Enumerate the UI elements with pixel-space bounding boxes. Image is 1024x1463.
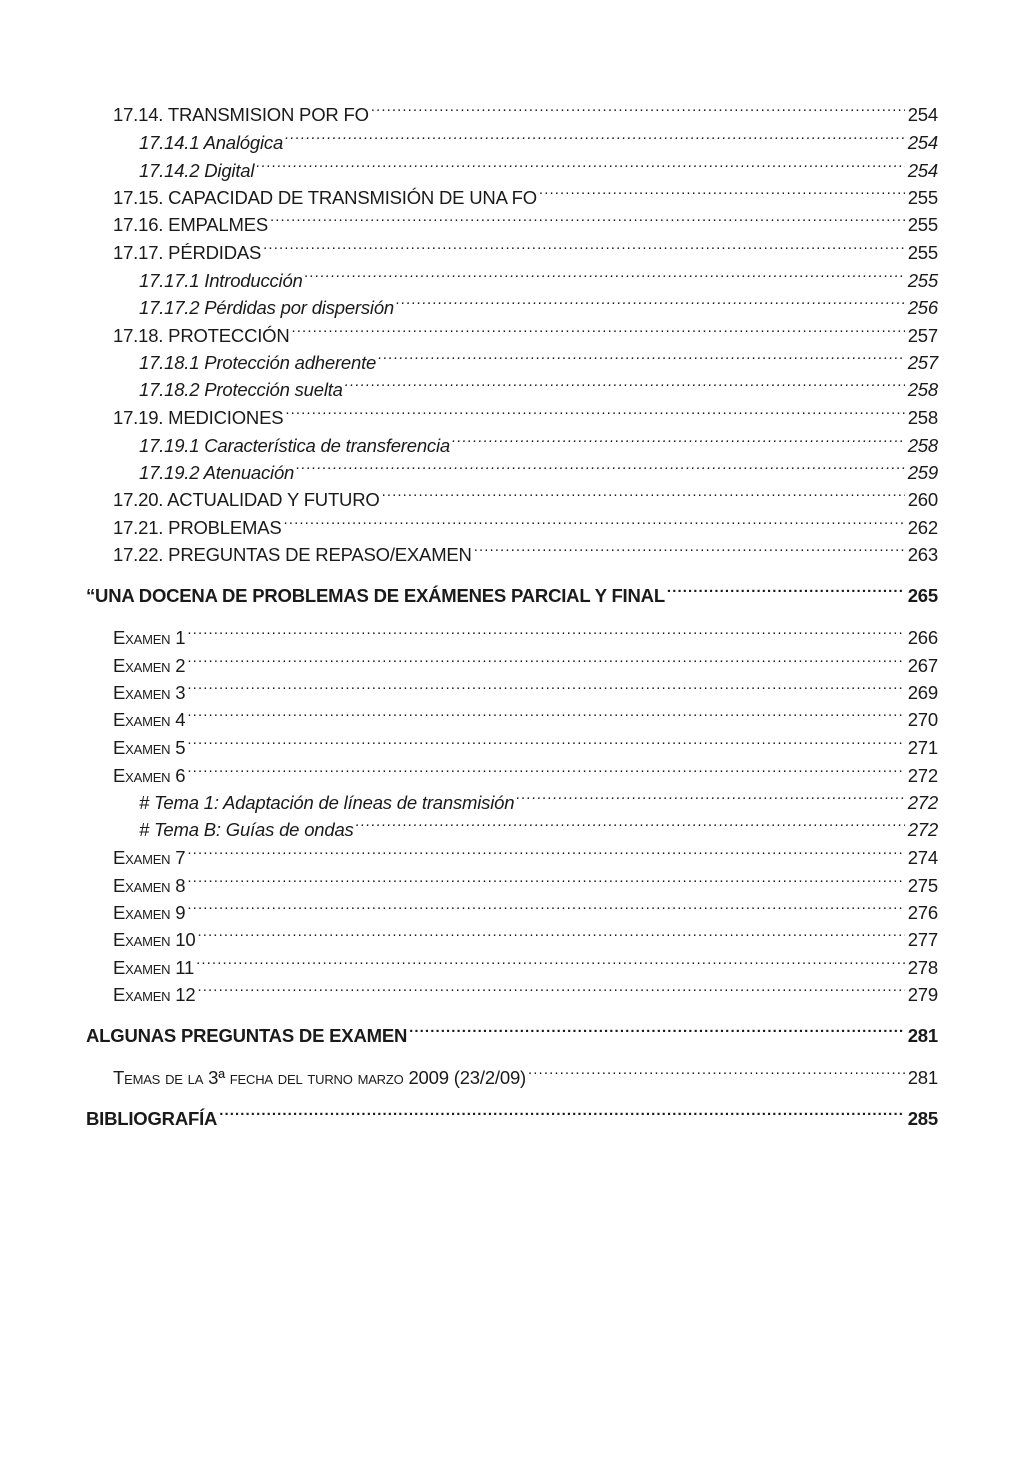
toc-entry-page-number: 270 [907, 709, 938, 730]
dot-leader [452, 430, 905, 452]
toc-entry-label: 17.18. PROTECCIÓN [113, 325, 290, 346]
toc-entry-label: BIBLIOGRAFÍA [86, 1108, 218, 1129]
toc-entry-label: 17.14.1 Analógica [139, 132, 284, 153]
toc-entry-label: 17.19.1 Característica de transferencia [139, 435, 450, 456]
toc-entry[interactable] [113, 952, 938, 979]
dot-leader [187, 704, 904, 726]
toc-entry[interactable] [113, 760, 938, 787]
toc-entry-page-number: 256 [907, 297, 938, 318]
toc-entry-page-number: 263 [907, 544, 938, 565]
dot-leader [263, 237, 905, 259]
toc-entry-page-number: 254 [907, 104, 938, 125]
toc-entry-page-number: 262 [907, 517, 938, 538]
dot-leader [284, 512, 905, 534]
toc-entry-label: 17.19.2 Atenuación [139, 462, 295, 483]
toc-entry-page-number: 266 [907, 627, 938, 648]
dot-leader [187, 760, 904, 782]
toc-entry[interactable] [139, 457, 938, 484]
toc-entry-label: # Tema B: Guías de ondas [139, 819, 354, 840]
dot-leader [187, 650, 904, 672]
toc-entry[interactable] [113, 182, 938, 209]
toc-entry[interactable] [113, 650, 938, 677]
toc-entry-page-number: 275 [907, 875, 938, 896]
toc-entry[interactable] [139, 814, 938, 841]
toc-entry[interactable] [113, 512, 938, 539]
dot-leader [305, 265, 905, 287]
dot-leader [396, 292, 905, 314]
toc-entry-page-number: 279 [907, 984, 938, 1005]
dot-leader [378, 347, 905, 369]
toc-entry-label: Examen 11 [113, 957, 195, 978]
dot-leader [474, 539, 905, 561]
toc-entry[interactable] [113, 320, 938, 347]
toc-entry-label: 17.22. PREGUNTAS DE REPASO/EXAMEN [113, 544, 472, 565]
dot-leader [356, 814, 905, 836]
toc-entry[interactable] [113, 842, 938, 869]
toc-entry[interactable] [139, 292, 938, 319]
toc-entry-label: 17.20. ACTUALIDAD Y FUTURO [113, 489, 380, 510]
dot-leader [187, 897, 904, 919]
toc-entry-page-number: 258 [907, 435, 938, 456]
toc-entry[interactable] [113, 237, 938, 264]
toc-entry[interactable] [139, 430, 938, 457]
toc-entry-label: Examen 6 [113, 765, 186, 786]
dot-leader [285, 402, 904, 424]
toc-entry[interactable] [113, 99, 938, 126]
toc-entry[interactable] [139, 347, 938, 374]
toc-entry[interactable] [139, 787, 938, 814]
toc-entry-page-number: 276 [907, 902, 938, 923]
dot-leader [296, 457, 905, 479]
toc-entry-label: Examen 8 [113, 875, 186, 896]
dot-leader [198, 924, 905, 946]
toc-entry-label: 17.19. MEDICIONES [113, 407, 284, 428]
dot-leader [270, 209, 905, 231]
dot-leader [285, 127, 905, 149]
toc-entry-label: Examen 9 [113, 902, 186, 923]
toc-entry-page-number: 278 [907, 957, 938, 978]
dot-leader [292, 320, 905, 342]
dot-leader [196, 952, 905, 974]
toc-entry[interactable] [113, 484, 938, 511]
toc-entry-page-number: 260 [907, 489, 938, 510]
dot-leader [409, 1020, 905, 1042]
toc-entry-label: 17.14. TRANSMISION POR FO [113, 104, 369, 125]
toc-entry-page-number: 272 [907, 819, 938, 840]
toc-entry-label: Examen 4 [113, 709, 186, 730]
dot-leader [539, 182, 905, 204]
toc-entry-label: Examen 12 [113, 984, 196, 1005]
toc-entry-label: Examen 2 [113, 655, 186, 676]
dot-leader [187, 842, 904, 864]
dot-leader [516, 787, 904, 809]
toc-entry[interactable] [113, 704, 938, 731]
toc-entry-page-number: 255 [907, 187, 938, 208]
toc-entry[interactable] [113, 539, 938, 566]
toc-entry-page-number: 272 [907, 765, 938, 786]
dot-leader [198, 979, 905, 1001]
dot-leader [187, 677, 904, 699]
dot-leader [667, 580, 905, 602]
toc-entry[interactable] [113, 1062, 938, 1089]
toc-entry[interactable] [86, 1103, 938, 1130]
toc-entry-label: 17.15. CAPACIDAD DE TRANSMISIÓN DE UNA FO [113, 187, 537, 208]
toc-entry-label: Examen 1 [113, 627, 186, 648]
toc-entry[interactable] [113, 677, 938, 704]
toc-entry-page-number: 271 [907, 737, 938, 758]
toc-entry-page-number: 255 [907, 270, 938, 291]
toc-entry-page-number: 257 [907, 325, 938, 346]
toc-entry[interactable] [113, 924, 938, 951]
toc-entry-page-number: 254 [907, 160, 938, 181]
toc-entry-page-number: 255 [907, 214, 938, 235]
dot-leader [187, 732, 904, 754]
toc-entry-label: “UNA DOCENA DE PROBLEMAS DE EXÁMENES PARCIAL Y FINAL [86, 585, 665, 606]
toc-entry-page-number: 269 [907, 682, 938, 703]
toc-entry-page-number: 265 [907, 585, 938, 606]
toc-entry[interactable] [139, 374, 938, 401]
toc-entry-label: Examen 10 [113, 929, 196, 950]
toc-entry-page-number: 259 [907, 462, 938, 483]
toc-entry[interactable] [139, 155, 938, 182]
toc-entry-label: ALGUNAS PREGUNTAS DE EXAMEN [86, 1025, 408, 1046]
dot-leader [256, 155, 904, 177]
dot-leader [371, 99, 905, 121]
toc-entry-page-number: 285 [907, 1108, 938, 1129]
toc-entry-label: 17.21. PROBLEMAS [113, 517, 282, 538]
toc-entry[interactable] [113, 870, 938, 897]
toc-entry[interactable] [113, 732, 938, 759]
toc-entry-label: Examen 5 [113, 737, 186, 758]
toc-entry[interactable] [86, 1020, 938, 1047]
toc-entry-page-number: 272 [907, 792, 938, 813]
toc-entry-label: 17.16. EMPALMES [113, 214, 269, 235]
toc-entry-page-number: 281 [907, 1067, 938, 1088]
toc-entry[interactable] [139, 265, 938, 292]
toc-entry-label: 17.18.2 Protección suelta [139, 379, 343, 400]
toc-entry-page-number: 277 [907, 929, 938, 950]
toc-entry-label: 17.17.2 Pérdidas por dispersión [139, 297, 395, 318]
toc-entry-label: 17.18.1 Protección adherente [139, 352, 377, 373]
toc-entry[interactable] [113, 897, 938, 924]
toc-entry-page-number: 258 [907, 407, 938, 428]
toc-entry[interactable] [113, 209, 938, 236]
toc-entry-label: 17.17. PÉRDIDAS [113, 242, 262, 263]
toc-entry-page-number: 281 [907, 1025, 938, 1046]
toc-entry-label: 17.17.1 Introducción [139, 270, 303, 291]
toc-entry-label: Examen 7 [113, 847, 186, 868]
dot-leader [219, 1103, 905, 1125]
toc-entry-label: # Tema 1: Adaptación de líneas de transmisión [139, 792, 515, 813]
dot-leader [187, 622, 904, 644]
toc-entry-page-number: 257 [907, 352, 938, 373]
toc-entry[interactable] [113, 622, 938, 649]
toc-entry[interactable] [113, 979, 938, 1006]
toc-entry-label: Examen 3 [113, 682, 186, 703]
dot-leader [345, 374, 905, 396]
toc-entry[interactable] [139, 127, 938, 154]
toc-entry-page-number: 258 [907, 379, 938, 400]
dot-leader [187, 870, 904, 892]
dot-leader [382, 484, 905, 506]
toc-entry-page-number: 267 [907, 655, 938, 676]
dot-leader [528, 1062, 905, 1084]
toc-entry-label: 17.14.2 Digital [139, 160, 255, 181]
toc-entry-page-number: 255 [907, 242, 938, 263]
toc-entry-label: Temas de la 3ª fecha del turno marzo 2009 (23/2/09) [113, 1067, 527, 1088]
toc-entry-page-number: 254 [907, 132, 938, 153]
toc-entry[interactable] [86, 580, 938, 607]
toc-entry[interactable] [113, 402, 938, 429]
toc-entry-page-number: 274 [907, 847, 938, 868]
